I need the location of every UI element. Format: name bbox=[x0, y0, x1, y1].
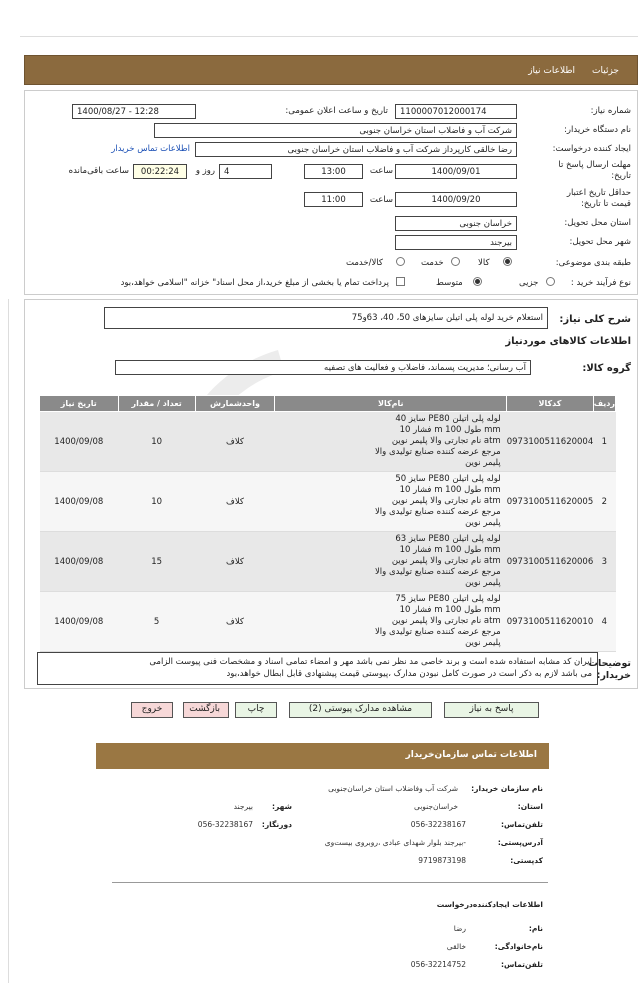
contact-fax-value: 056-32238167 bbox=[197, 820, 253, 829]
cell-name bbox=[275, 532, 507, 592]
creator-family-label: نام‌خانوادگی: bbox=[494, 942, 543, 951]
radio-goods-service-label: کالا/خدمت bbox=[346, 258, 383, 268]
creator-label: ایجاد کننده درخواست: bbox=[552, 144, 631, 154]
item-name-line: مرجع عرضه کننده صنایع تولیدی والا bbox=[374, 567, 501, 577]
left-border-line bbox=[8, 299, 9, 983]
creator-phone-value: 056-32214752 bbox=[410, 960, 466, 969]
item-name-line: لوله پلی اتیلن PE80 سایز 40 bbox=[395, 414, 501, 424]
header-bar bbox=[24, 55, 638, 85]
tab-details[interactable]: جزئیات bbox=[592, 66, 619, 76]
cell-unit: کلاف bbox=[195, 532, 275, 592]
city-field[interactable]: بیرجند bbox=[395, 235, 517, 250]
creator-info-title: اطلاعات ایجادکننده‌درخواست bbox=[436, 900, 543, 909]
validity-date-field[interactable]: 1400/09/20 bbox=[395, 192, 517, 207]
group-field[interactable]: آب رسانی؛ مدیریت پسماند، فاضلاب و فعالیت های تصفیه bbox=[115, 360, 531, 375]
need-number-label: شماره نیاز: bbox=[590, 106, 631, 116]
attachments-button[interactable]: مشاهده مدارک پیوستی (2) bbox=[289, 702, 432, 718]
group-label: گروه کالا: bbox=[582, 363, 631, 374]
contact-postal-label: کدپستی: bbox=[510, 856, 543, 865]
contact-province-value: خراسان‌جنوبی bbox=[413, 802, 458, 811]
item-name-line: پلیمر نوین bbox=[465, 578, 501, 588]
category-label: طبقه بندی موضوعی: bbox=[555, 258, 631, 268]
radio-minor-label: جزیی bbox=[519, 278, 539, 288]
radio-service-label: خدمت bbox=[421, 258, 444, 268]
payment-note: پرداخت تمام یا بخشی از مبلغ خرید،از محل اسناد" خزانه "اسلامی خواهد،بود bbox=[120, 278, 389, 288]
notes-line-1: ایران کد مشابه استفاده شده است و برند خاصی مد نظر نمی باشد مهر و امضاء تمامی اسناد و مشخصات فنی پیوست الزامی bbox=[149, 657, 592, 667]
cell-name bbox=[275, 472, 507, 532]
announce-field[interactable]: 1400/08/27 - 12:28 bbox=[72, 104, 196, 119]
contact-phone-label: تلفن‌تماس: bbox=[500, 820, 543, 829]
item-name-line: mm طول 100 m فشار 10 bbox=[399, 605, 501, 615]
contact-phone-value: 056-32238167 bbox=[410, 820, 466, 829]
notes-label: توضیحات خریدار: bbox=[588, 658, 631, 681]
buyer-org-label: نام دستگاه خریدار: bbox=[564, 125, 631, 135]
creator-phone-label: تلفن‌تماس: bbox=[500, 960, 543, 969]
exit-button[interactable]: خروج bbox=[131, 702, 173, 718]
cell-qty: 15 bbox=[118, 532, 195, 592]
process-label: نوع فرآیند خرید : bbox=[570, 278, 631, 288]
table-row[interactable] bbox=[40, 592, 616, 652]
tab-need-info[interactable]: اطلاعات نیاز bbox=[528, 66, 575, 76]
item-name-line: لوله پلی اتیلن PE80 سایز 75 bbox=[395, 594, 501, 604]
item-name-line: لوله پلی اتیلن PE80 سایز 50 bbox=[395, 474, 501, 484]
item-name-line: پلیمر نوین bbox=[465, 518, 501, 528]
item-name-line: مرجع عرضه کننده صنایع تولیدی والا bbox=[374, 507, 501, 517]
cell-qty: 10 bbox=[118, 472, 195, 532]
item-name-line: لوله پلی اتیلن PE80 سایز 63 bbox=[395, 534, 501, 544]
cell-code: 0973100511620004 bbox=[507, 412, 594, 472]
days-field[interactable]: 4 bbox=[219, 164, 272, 179]
remaining-time-field: 00:22:24 bbox=[133, 164, 187, 179]
item-name-line: atm نام تجارتی والا پلیمر نوین bbox=[391, 436, 501, 446]
item-name-line: mm طول 100 m فشار 10 bbox=[399, 485, 501, 495]
deadline-label: مهلت ارسال پاسخ تا تاریخ: bbox=[558, 160, 631, 181]
cell-unit: کلاف bbox=[195, 592, 275, 652]
col-code: کدکالا bbox=[507, 396, 594, 412]
contact-org-value: شرکت آب وفاضلاب استان خراسان‌جنوبی bbox=[328, 784, 458, 793]
col-date: تاریخ نیاز bbox=[40, 396, 119, 412]
table-row[interactable] bbox=[40, 472, 616, 532]
contact-province-label: استان: bbox=[517, 802, 543, 811]
reply-button[interactable]: پاسخ به نیاز bbox=[444, 702, 539, 718]
validity-time-label: ساعت bbox=[369, 195, 393, 205]
validity-time-field[interactable]: 11:00 bbox=[304, 192, 363, 207]
cell-date: 1400/09/08 bbox=[40, 412, 119, 472]
goods-info-title: اطلاعات کالاهای موردنیاز bbox=[505, 336, 631, 347]
contact-org-label: نام سازمان خریدار: bbox=[471, 784, 543, 793]
item-name-line: مرجع عرضه کننده صنایع تولیدی والا bbox=[374, 447, 501, 457]
contact-fax-label: دورنگار: bbox=[261, 820, 292, 829]
item-name-line: mm طول 100 m فشار 10 bbox=[399, 545, 501, 555]
radio-goods-service[interactable] bbox=[396, 257, 405, 266]
cell-date: 1400/09/08 bbox=[40, 592, 119, 652]
province-field[interactable]: خراسان جنوبی bbox=[395, 216, 517, 231]
contact-city-label: شهر: bbox=[272, 802, 292, 811]
cell-row: 3 bbox=[593, 532, 615, 592]
announce-label: تاریخ و ساعت اعلان عمومی: bbox=[285, 106, 388, 116]
summary-label: شرح کلی نیاز: bbox=[559, 314, 631, 325]
cell-unit: کلاف bbox=[195, 412, 275, 472]
contact-divider bbox=[112, 882, 548, 883]
notes-line-2: می باشد لازم به ذکر است در صورت کامل نبودن مدارک ،پیوستی قیمت پیشنهادی قابل ابطال خواهد،بود bbox=[226, 669, 592, 679]
remaining-label: ساعت باقی‌مانده bbox=[68, 166, 129, 176]
col-qty: تعداد / مقدار bbox=[118, 396, 195, 412]
deadline-time-label: ساعت bbox=[369, 166, 393, 176]
radio-medium-label: متوسط bbox=[436, 278, 463, 288]
notes-box bbox=[37, 652, 598, 685]
cell-code: 0973100511620010 bbox=[507, 592, 594, 652]
cell-name bbox=[275, 412, 507, 472]
back-button[interactable]: بازگشت bbox=[183, 702, 229, 718]
item-name-line: پلیمر نوین bbox=[465, 638, 501, 648]
province-label: استان محل تحویل: bbox=[564, 218, 631, 228]
cell-row: 2 bbox=[593, 472, 615, 532]
buyer-contact-link[interactable]: اطلاعات تماس خریدار bbox=[111, 144, 190, 154]
cell-date: 1400/09/08 bbox=[40, 472, 119, 532]
contact-title: اطلاعات تماس سازمان‌خریدار bbox=[405, 750, 537, 760]
cell-code: 0973100511620006 bbox=[507, 532, 594, 592]
need-number-field[interactable]: 1100007012000174 bbox=[395, 104, 517, 119]
cell-qty: 5 bbox=[118, 592, 195, 652]
cell-name bbox=[275, 592, 507, 652]
radio-goods-label: کالا bbox=[478, 258, 490, 268]
radio-medium[interactable] bbox=[473, 277, 482, 286]
cell-row: 1 bbox=[593, 412, 615, 472]
creator-name-label: نام: bbox=[528, 924, 543, 933]
contact-header bbox=[96, 743, 549, 769]
item-name-line: atm نام تجارتی والا پلیمر نوین bbox=[391, 556, 501, 566]
table-row[interactable] bbox=[40, 412, 616, 472]
item-name-line: مرجع عرضه کننده صنایع تولیدی والا bbox=[374, 627, 501, 637]
item-name-line: پلیمر نوین bbox=[465, 458, 501, 468]
col-row: ردیف bbox=[593, 396, 615, 412]
cell-unit: کلاف bbox=[195, 472, 275, 532]
city-label: شهر محل تحویل: bbox=[569, 237, 631, 247]
creator-name-value: رضا bbox=[453, 924, 466, 933]
cell-qty: 10 bbox=[118, 412, 195, 472]
deadline-date-field[interactable]: 1400/09/01 bbox=[395, 164, 517, 179]
top-divider bbox=[20, 36, 638, 37]
col-name: نام‌کالا bbox=[275, 396, 507, 412]
deadline-time-field[interactable]: 13:00 bbox=[304, 164, 363, 179]
items-table bbox=[39, 395, 616, 652]
treasury-checkbox[interactable] bbox=[396, 277, 405, 286]
validity-label: حداقل تاریخ اعتبار قیمت تا تاریخ: bbox=[566, 188, 631, 209]
cell-code: 0973100511620005 bbox=[507, 472, 594, 532]
table-row[interactable] bbox=[40, 532, 616, 592]
item-name-line: atm نام تجارتی والا پلیمر نوین bbox=[391, 616, 501, 626]
summary-field[interactable]: استعلام خرید لوله پلی اتیلن سایزهای 50، 40، 63و75 bbox=[104, 307, 548, 329]
cell-row: 4 bbox=[593, 592, 615, 652]
contact-postal-value: 9719873198 bbox=[418, 856, 466, 865]
creator-field[interactable]: رضا خالقی کارپرداز شرکت آب و فاضلاب استان خراسان جنوبی bbox=[195, 142, 517, 157]
radio-goods[interactable] bbox=[503, 257, 512, 266]
cell-date: 1400/09/08 bbox=[40, 532, 119, 592]
print-button[interactable]: چاپ bbox=[235, 702, 277, 718]
contact-address-label: آدرس‌پستی: bbox=[497, 838, 543, 847]
item-name-line: mm طول 100 m فشار 10 bbox=[399, 425, 501, 435]
radio-service[interactable] bbox=[451, 257, 460, 266]
buyer-org-field[interactable]: شرکت آب و فاضلاب استان خراسان جنوبی bbox=[154, 123, 517, 138]
item-name-line: atm نام تجارتی والا پلیمر نوین bbox=[391, 496, 501, 506]
table-header-row bbox=[40, 396, 616, 412]
col-unit: واحدشمارش bbox=[195, 396, 275, 412]
contact-address-value: -بیرجند بلوار شهدای عبادی ،روبروی بیست‌وی bbox=[324, 838, 466, 847]
contact-city-value: بیرجند bbox=[233, 802, 253, 811]
radio-minor[interactable] bbox=[546, 277, 555, 286]
days-label: روز و bbox=[195, 166, 215, 176]
creator-family-value: خالقی bbox=[446, 942, 466, 951]
